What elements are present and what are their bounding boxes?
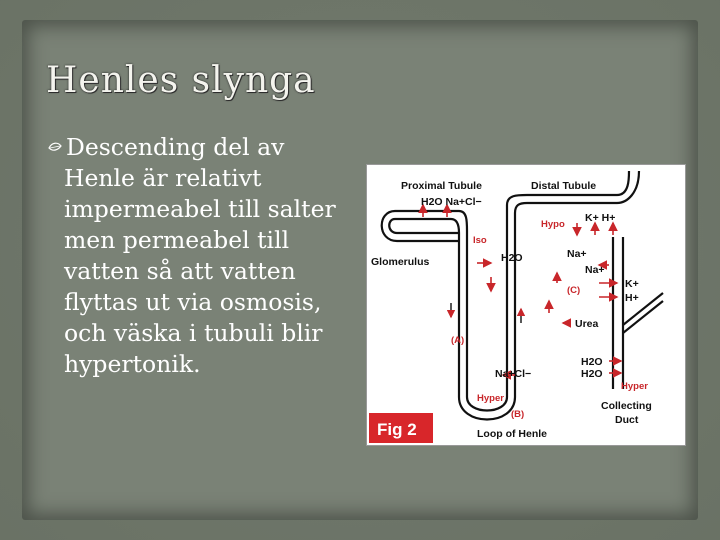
label-h2o-right-1: H2O xyxy=(581,356,603,368)
label-na-plus-2: Na+ xyxy=(585,264,605,276)
label-na-plus-1: Na+ xyxy=(567,248,587,260)
label-iso: Iso xyxy=(473,235,487,246)
flow-arrows xyxy=(451,303,521,323)
bullet-text xyxy=(48,132,358,380)
label-h2o-right-2: H2O xyxy=(581,368,603,380)
label-h-plus: H+ xyxy=(625,292,639,304)
label-h2o-na-cl: H2O Na+Cl− xyxy=(421,196,482,208)
bullet-leaf-icon xyxy=(48,141,62,155)
label-urea: Urea xyxy=(575,318,599,330)
figure-badge: Fig 2 xyxy=(377,420,417,439)
transport-arrows xyxy=(423,205,621,375)
label-glomerulus: Glomerulus xyxy=(371,256,430,268)
slide-title: Henles slynga xyxy=(46,60,316,101)
label-k-plus: K+ xyxy=(625,278,639,290)
bullet-text-first-line: Descending del av xyxy=(66,133,285,161)
label-c: (C) xyxy=(567,285,581,296)
label-b: (B) xyxy=(511,409,525,420)
label-hypo: Hypo xyxy=(541,219,565,230)
label-loop-of-henle: Loop of Henle xyxy=(477,428,547,440)
label-h2o-left: H2O xyxy=(501,252,523,264)
label-proximal-tubule: Proximal Tubule xyxy=(401,180,482,192)
label-k-h-top: K+ H+ xyxy=(585,212,616,224)
bullet-item xyxy=(48,132,358,380)
nephron-diagram-svg xyxy=(367,165,685,445)
label-duct: Duct xyxy=(615,414,639,426)
label-na-cl-bottom: Na+Cl− xyxy=(495,368,532,380)
label-a: (A) xyxy=(451,335,465,346)
label-distal-tubule: Distal Tubule xyxy=(531,180,597,192)
bullet-text-rest: Henle är relativt impermeabel till salter men permeabel till vatten så att vatten flyttas ut via osmosis, och väska i tubuli blir hypertonik. xyxy=(64,164,336,378)
label-hyper-right: Hyper xyxy=(621,381,648,392)
nephron-diagram xyxy=(366,164,686,446)
label-hyper-bottom: Hyper xyxy=(477,393,504,404)
label-collecting: Collecting xyxy=(601,400,652,412)
